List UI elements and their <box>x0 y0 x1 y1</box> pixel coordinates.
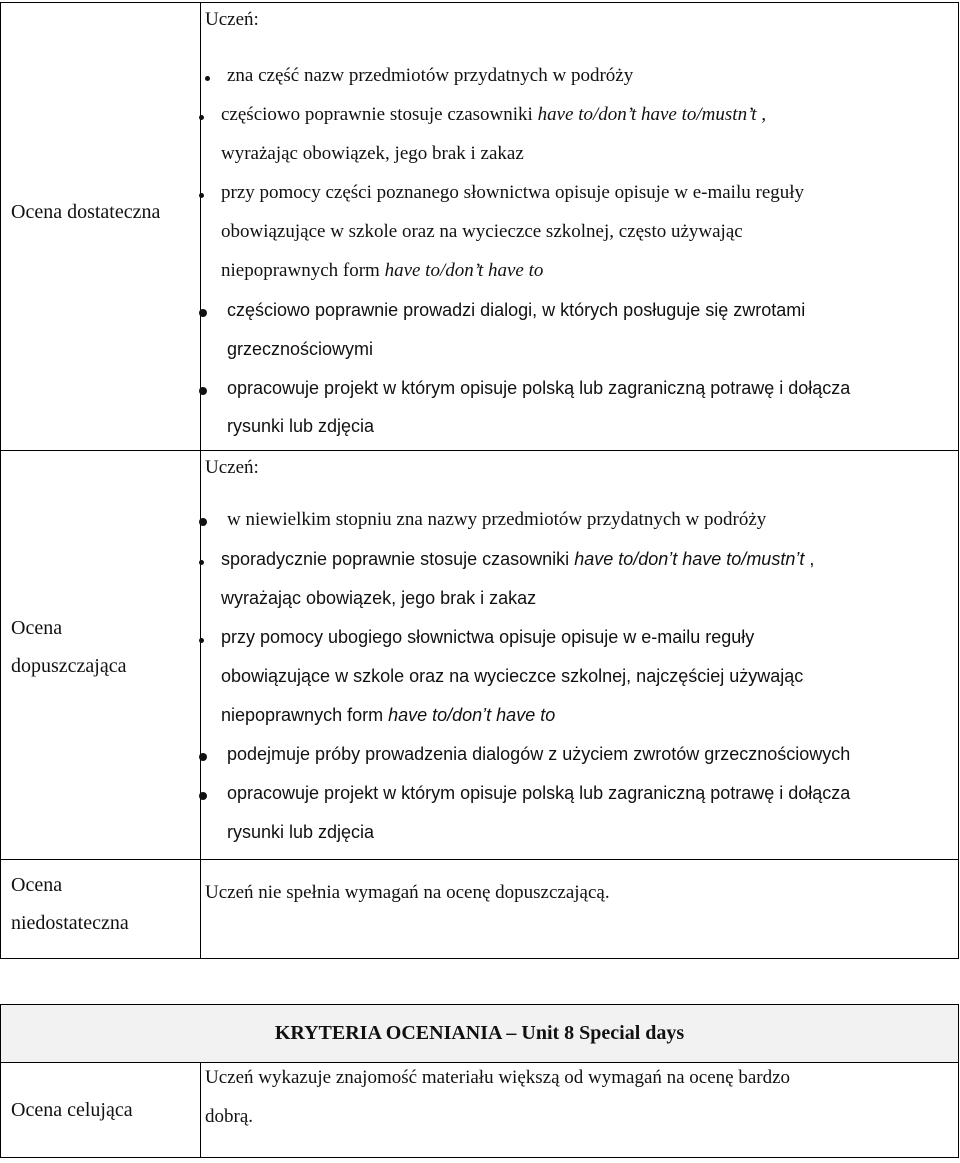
criteria-table <box>0 2 959 959</box>
criteria-cell <box>201 3 959 451</box>
list-item-continuation: niepoprawnych form have to/don’t have to <box>221 705 556 725</box>
intro-label: Uczeń: <box>205 457 259 478</box>
grade-cell <box>1 860 201 959</box>
list-item: sporadycznie poprawnie stosuje czasowniki have to/don’t have to/mustn’t , <box>221 549 815 569</box>
criteria-text-continuation: dobrą. <box>205 1106 254 1127</box>
criteria-text: Uczeń nie spełnia wymagań na ocenę dopuszczającą. <box>205 882 610 903</box>
grade-label: Ocena celująca <box>11 1098 133 1121</box>
list-item-continuation: rysunki lub zdjęcia <box>227 416 375 436</box>
grade-cell <box>1 1063 201 1158</box>
list-item: przy pomocy ubogiego słownictwa opisuje opisuje w e-mailu reguły <box>221 627 755 647</box>
grade-cell <box>1 451 201 860</box>
row-niedostateczna <box>1 860 959 959</box>
intro-label: Uczeń: <box>205 9 259 30</box>
list-item-continuation: niepoprawnych form have to/don’t have to <box>221 260 544 281</box>
row-celujaca <box>1 1063 959 1158</box>
criteria-content <box>201 3 958 450</box>
list-item: podejmuje próby prowadzenia dialogów z użyciem zwrotów grzecznościowych <box>227 744 851 764</box>
list-item-continuation: wyrażając obowiązek, jego brak i zakaz <box>221 588 537 608</box>
list-item: przy pomocy części poznanego słownictwa opisuje opisuje w e-mailu reguły <box>221 182 805 203</box>
grade-label: Ocena dopuszczająca <box>11 617 127 677</box>
criteria-table-unit8 <box>0 1004 959 1158</box>
list-item-continuation: grzecznościowymi <box>227 339 374 359</box>
criteria-content <box>201 451 958 859</box>
list-item: opracowuje projekt w którym opisuje polską lub zagraniczną potrawę i dołącza <box>227 378 851 398</box>
list-item: częściowo poprawnie stosuje czasowniki have to/don’t have to/mustn’t , <box>221 104 767 125</box>
row-dopuszczajaca <box>1 451 959 860</box>
criteria-cell <box>201 1063 959 1158</box>
list-item: zna część nazw przedmiotów przydatnych w podróży <box>227 65 634 86</box>
list-item-continuation: wyrażając obowiązek, jego brak i zakaz <box>221 143 524 164</box>
criteria-text: Uczeń wykazuje znajomość materiału większą od wymagań na ocenę bardzo <box>205 1067 791 1088</box>
criteria-content <box>201 860 958 958</box>
header-row <box>1 1005 959 1063</box>
criteria-cell <box>201 451 959 860</box>
list-item-continuation: obowiązujące w szkole oraz na wycieczce szkolnej, najczęściej używając <box>221 666 804 686</box>
grade-label: Ocena niedostateczna <box>11 874 129 934</box>
list-item-continuation: rysunki lub zdjęcia <box>227 822 375 842</box>
criteria-content <box>201 1063 958 1157</box>
row-dostateczna <box>1 3 959 451</box>
list-item: częściowo poprawnie prowadzi dialogi, w których posługuje się zwrotami <box>227 300 806 320</box>
list-item-continuation: obowiązujące w szkole oraz na wycieczce szkolnej, często używając <box>221 221 743 242</box>
table-header <box>1 1005 959 1063</box>
grade-label: Ocena dostateczna <box>11 201 161 223</box>
list-item: opracowuje projekt w którym opisuje polską lub zagraniczną potrawę i dołącza <box>227 783 851 803</box>
grade-cell <box>1 3 201 451</box>
list-item: w niewielkim stopniu zna nazwy przedmiotów przydatnych w podróży <box>227 509 767 530</box>
criteria-cell <box>201 860 959 959</box>
table-title: KRYTERIA OCENIANIA – Unit 8 Special days <box>274 1022 685 1044</box>
